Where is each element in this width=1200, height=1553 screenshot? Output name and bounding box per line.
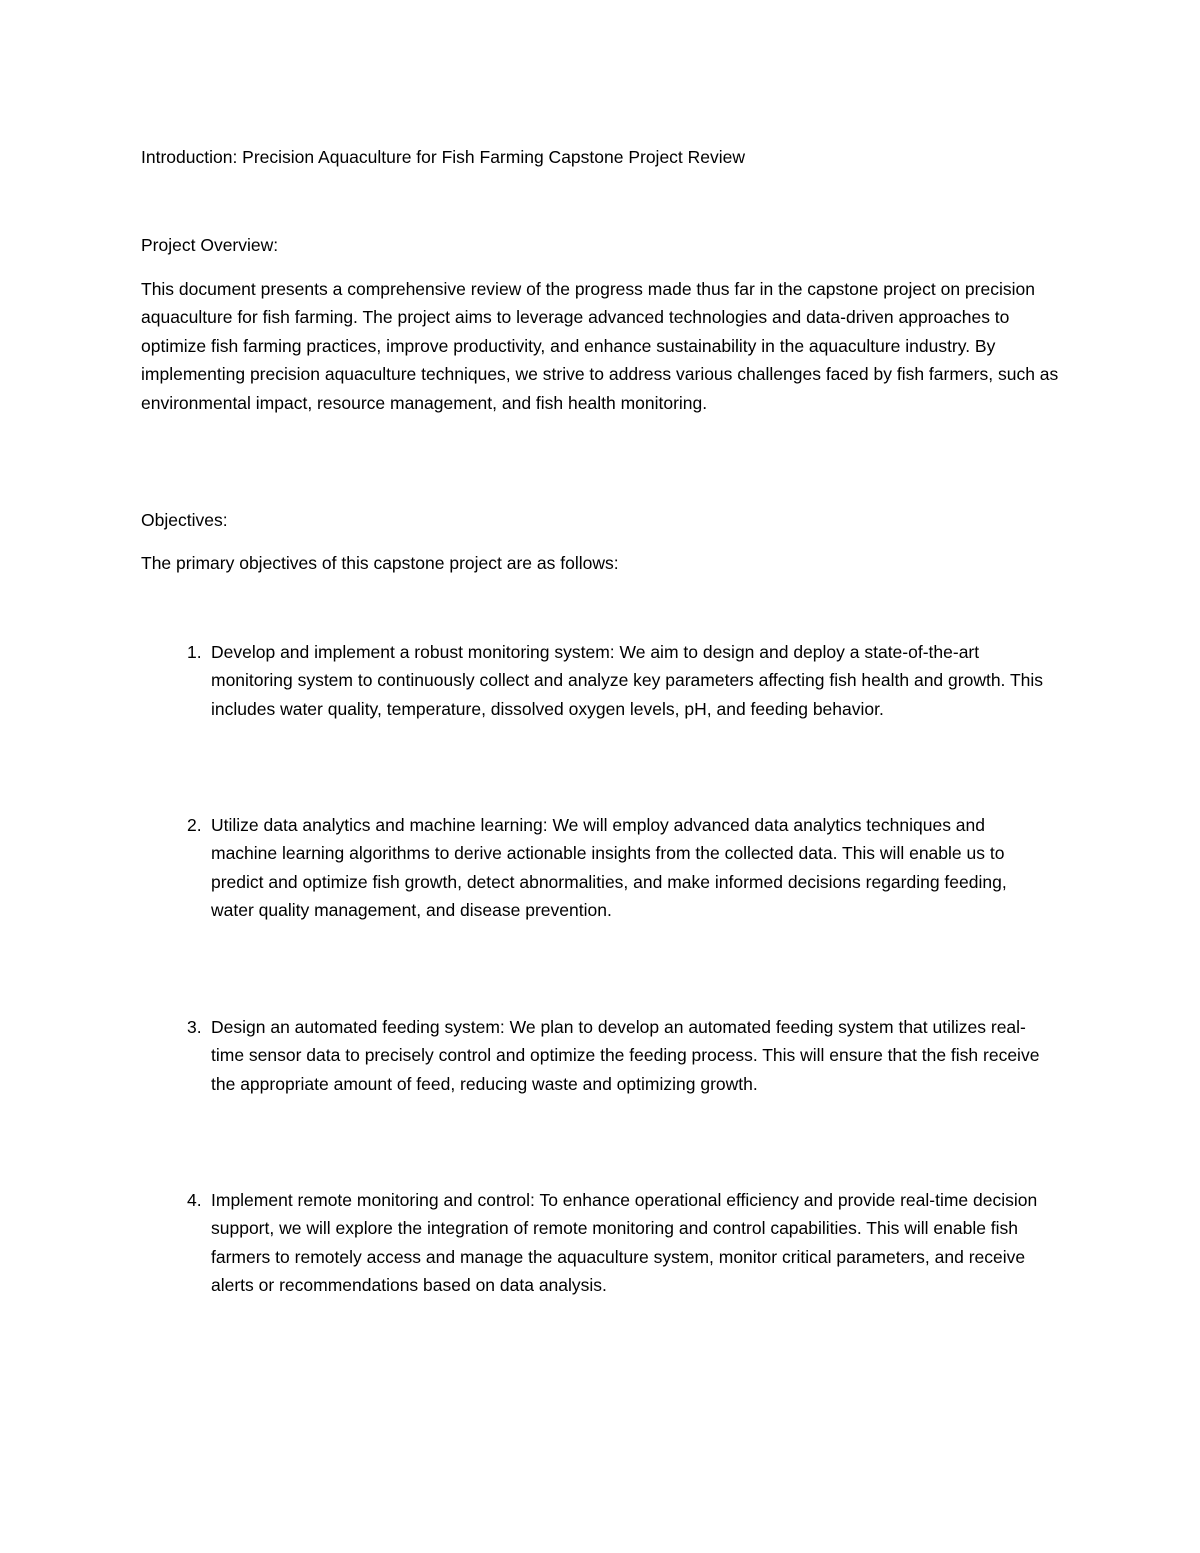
objectives-intro: The primary objectives of this capstone project are as follows: — [141, 553, 619, 573]
objective-text: Implement remote monitoring and control: To enhance operational efficiency and provide real-time decision support, we will explore the integration of remote monitoring and control capabilities. This will enable fish farmers to remotely access and manage the aquaculture system, monitor critical parameters, and receive alerts or recommendations based on data analysis. — [211, 1190, 1038, 1296]
objective-number: 2. — [187, 815, 202, 835]
objective-text: Develop and implement a robust monitoring system: We aim to design and deploy a state-of-the-art monitoring system to continuously collect and analyze key parameters affecting fish health and growth. This includes water quality, temperature, dissolved oxygen levels, pH, and feeding behavior. — [211, 642, 1044, 719]
objective-number: 1. — [187, 642, 202, 662]
objective-item-4 — [141, 1186, 1051, 1300]
objective-number: 3. — [187, 1017, 202, 1037]
objective-text: Design an automated feeding system: We plan to develop an automated feeding system that utilizes real-time sensor data to precisely control and optimize the feeding process. This will ensure that the fish receive the appropriate amount of feed, reducing waste and optimizing growth. — [211, 1017, 1040, 1094]
objective-item-2 — [141, 811, 1051, 925]
overview-heading: Project Overview: — [141, 235, 279, 255]
objective-text: Utilize data analytics and machine learning: We will employ advanced data analytics techniques and machine learning algorithms to derive actionable insights from the collected data. This will enable us to predict and optimize fish growth, detect abnormalities, and make informed decisions regarding feeding, water quality management, and disease prevention. — [211, 815, 1007, 921]
overview-paragraph: This document presents a comprehensive review of the progress made thus far in the capstone project on precision aquaculture for fish farming. The project aims to leverage advanced technologies and data-driven approaches to optimize fish farming practices, improve productivity, and enhance sustainability in the aquaculture industry. By implementing precision aquaculture techniques, we strive to address various challenges faced by fish farmers, such as environmental impact, resource management, and fish health monitoring. — [141, 279, 1059, 413]
document-title: Introduction: Precision Aquaculture for Fish Farming Capstone Project Review — [141, 147, 746, 167]
objective-number: 4. — [187, 1190, 202, 1210]
objective-item-1 — [141, 638, 1051, 723]
objective-item-3 — [141, 1013, 1051, 1098]
objectives-heading: Objectives: — [141, 510, 228, 530]
